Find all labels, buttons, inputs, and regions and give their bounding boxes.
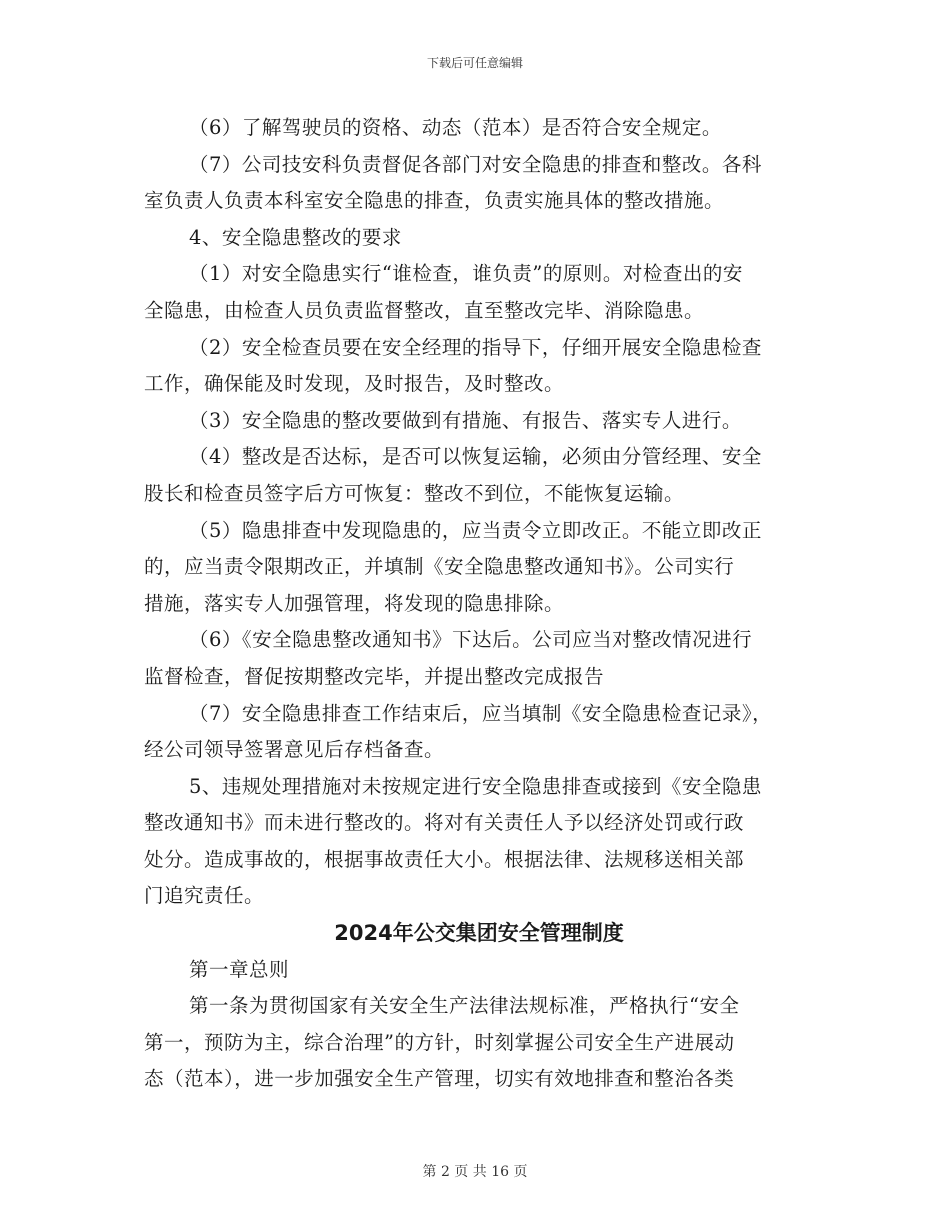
document-body bbox=[144, 110, 814, 1098]
document-title: 2024年公交集团安全管理制度 bbox=[334, 921, 624, 946]
paragraph-line: 工作，确保能及时发现，及时报告，及时整改。 bbox=[144, 372, 565, 396]
paragraph-line: 经公司领导签署意见后存档备查。 bbox=[144, 738, 445, 762]
paragraph-line: 处分。造成事故的，根据事故责任大小。根据法律、法规移送相关部 bbox=[144, 847, 745, 871]
paragraph-line: （1）对安全隐患实行“谁检查，谁负责”的原则。对检查出的安 bbox=[189, 262, 743, 286]
paragraph-line: 股长和检查员签字后方可恢复：整改不到位，不能恢复运输。 bbox=[144, 481, 685, 505]
paragraph-line: （4）整改是否达标，是否可以恢复运输，必须由分管经理、安全 bbox=[189, 445, 762, 469]
chapter-heading: 第一章总则 bbox=[189, 957, 290, 981]
paragraph-line: 第一条为贯彻国家有关安全生产法律法规标准，严格执行“安全 bbox=[189, 994, 740, 1018]
paragraph-line: （5）隐患排查中发现隐患的，应当责令立即改正。不能立即改正 bbox=[189, 518, 762, 542]
section-heading: 4、安全隐患整改的要求 bbox=[189, 225, 402, 249]
paragraph-line: 5、违规处理措施对未按规定进行安全隐患排查或接到《安全隐患 bbox=[189, 774, 762, 798]
paragraph-line: 整改通知书》而未进行整改的。将对有关责任人予以经济处罚或行政 bbox=[144, 811, 745, 835]
paragraph-line: （7）安全隐患排查工作结束后，应当填制《安全隐患检查记录》， bbox=[189, 701, 773, 725]
paragraph-line: （6）《安全隐患整改通知书》下达后。公司应当对整改情况进行 bbox=[189, 628, 753, 652]
paragraph-line: （3）安全隐患的整改要做到有措施、有报告、落实专人进行。 bbox=[189, 408, 742, 432]
paragraph-line: 第一，预防为主，综合治理”的方针，时刻掌握公司安全生产进展动 bbox=[144, 1030, 735, 1054]
paragraph-line: （6）了解驾驶员的资格、动态（范本）是否符合安全规定。 bbox=[189, 116, 722, 139]
paragraph-line: 室负责人负责本科室安全隐患的排查，负责实施具体的整改措施。 bbox=[144, 189, 725, 213]
paragraph-line: 的，应当责令限期改正，并填制《安全隐患整改通知书》。公司实行 bbox=[144, 555, 735, 579]
paragraph-line: 态（范本），进一步加强安全生产管理，切实有效地排查和整治各类 bbox=[144, 1067, 735, 1091]
paragraph-line: （7）公司技安科负责督促各部门对安全隐患的排查和整改。各科 bbox=[189, 152, 762, 176]
paragraph-line: 门追究责任。 bbox=[144, 884, 265, 908]
page-number: 第 2 页 共 16 页 bbox=[422, 1164, 528, 1180]
paragraph-line: 全隐患，由检查人员负责监督整改，直至整改完毕、消除隐患。 bbox=[144, 298, 705, 322]
paragraph-line: 措施，落实专人加强管理，将发现的隐患排除。 bbox=[144, 591, 565, 615]
paragraph-line: 监督检查，督促按期整改完毕，并提出整改完成报告 bbox=[144, 664, 605, 688]
paragraph-line: （2）安全检查员要在安全经理的指导下，仔细开展安全隐患检查 bbox=[189, 335, 762, 359]
page-header-note: 下载后可任意编辑 bbox=[426, 56, 523, 70]
